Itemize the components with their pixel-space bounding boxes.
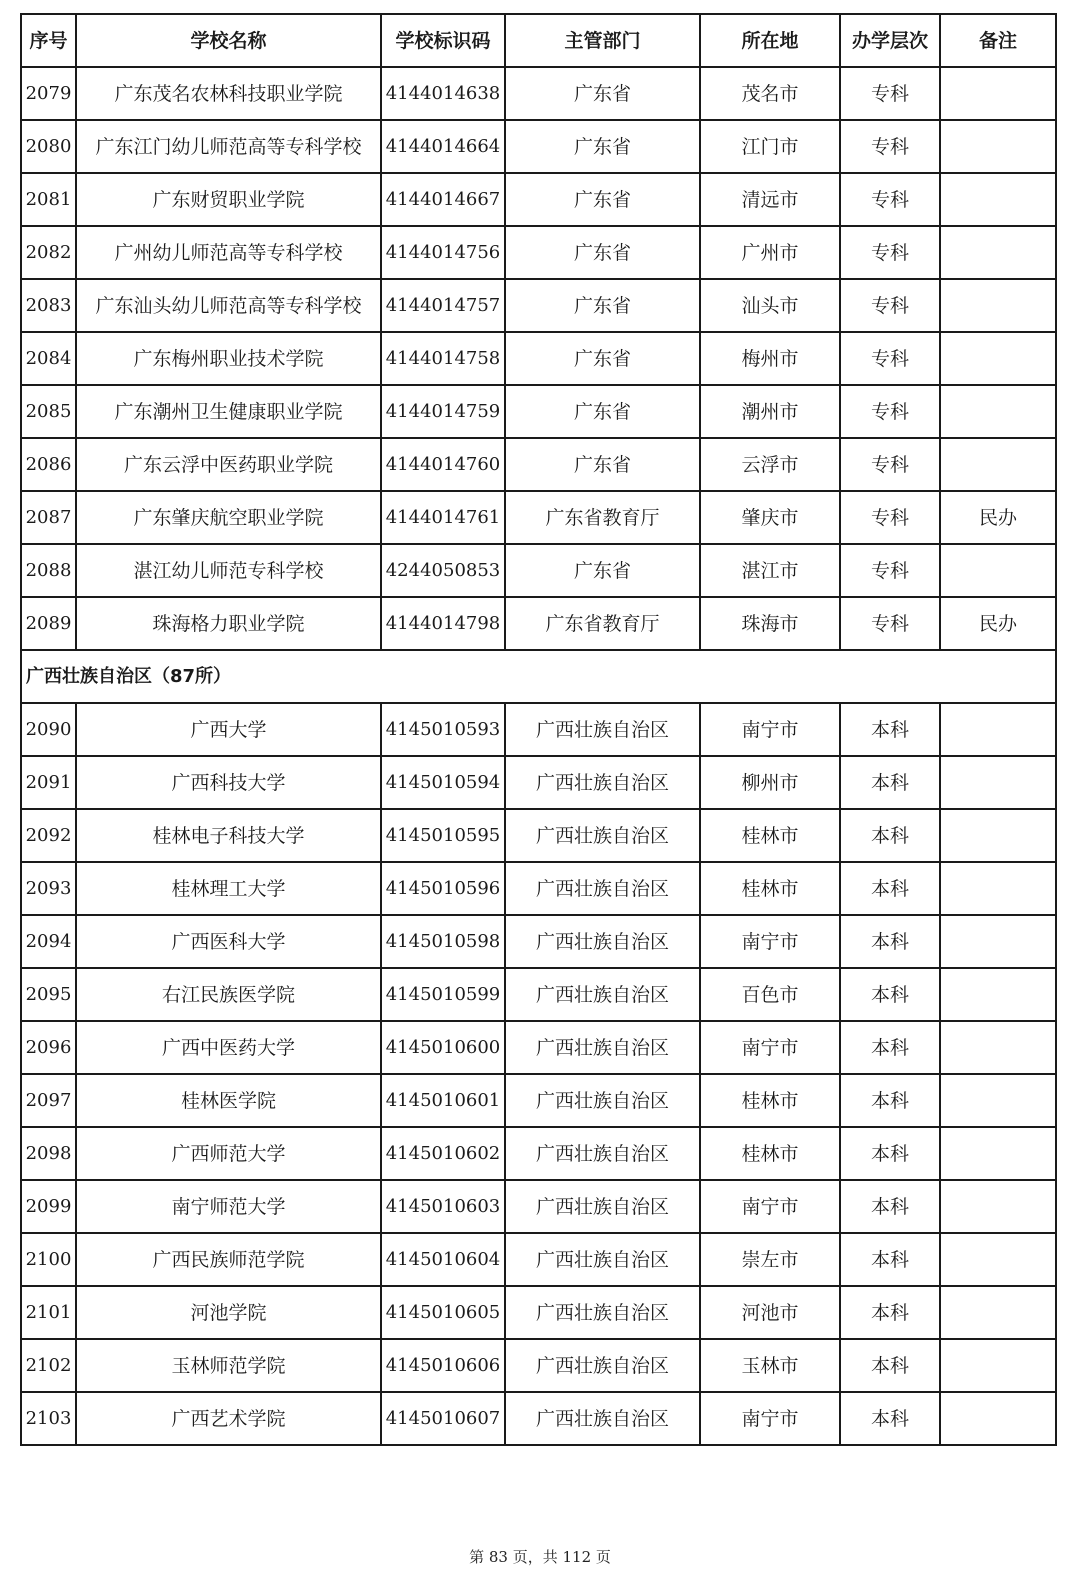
school-name-cell: 河池学院: [76, 1286, 381, 1339]
table-row: [21, 1233, 1056, 1286]
school-code-cell: 4145010605: [381, 1286, 505, 1339]
department-cell: 广东省: [505, 67, 700, 120]
note-cell: 民办: [940, 491, 1056, 544]
location-cell: 茂名市: [700, 67, 840, 120]
header-location: 所在地: [700, 14, 840, 67]
school-name-cell: 广东财贸职业学院: [76, 173, 381, 226]
location-cell: 南宁市: [700, 1180, 840, 1233]
department-cell: 广西壮族自治区: [505, 1021, 700, 1074]
row-index-cell: 2089: [21, 597, 76, 650]
school-code-cell: 4144014667: [381, 173, 505, 226]
row-index-cell: 2103: [21, 1392, 76, 1445]
table-row: [21, 703, 1056, 756]
department-cell: 广东省: [505, 173, 700, 226]
school-name-cell: 广西艺术学院: [76, 1392, 381, 1445]
header-row: [21, 14, 1056, 67]
school-name-cell: 广西大学: [76, 703, 381, 756]
school-code-cell: 4145010603: [381, 1180, 505, 1233]
school-name-cell: 广西师范大学: [76, 1127, 381, 1180]
school-code-cell: 4144014757: [381, 279, 505, 332]
table-row: [21, 862, 1056, 915]
department-cell: 广西壮族自治区: [505, 862, 700, 915]
department-cell: 广西壮族自治区: [505, 1392, 700, 1445]
school-code-cell: 4145010600: [381, 1021, 505, 1074]
table-row: [21, 968, 1056, 1021]
row-index-cell: 2087: [21, 491, 76, 544]
location-cell: 桂林市: [700, 1127, 840, 1180]
location-cell: 桂林市: [700, 862, 840, 915]
level-cell: 专科: [840, 438, 940, 491]
table-row: [21, 1339, 1056, 1392]
school-name-cell: 广东云浮中医药职业学院: [76, 438, 381, 491]
school-name-cell: 广西医科大学: [76, 915, 381, 968]
header-school-name: 学校名称: [76, 14, 381, 67]
location-cell: 南宁市: [700, 1021, 840, 1074]
department-cell: 广西壮族自治区: [505, 1074, 700, 1127]
note-cell: [940, 120, 1056, 173]
row-index-cell: 2100: [21, 1233, 76, 1286]
note-cell: [940, 1127, 1056, 1180]
school-code-cell: 4145010607: [381, 1392, 505, 1445]
department-cell: 广西壮族自治区: [505, 703, 700, 756]
level-cell: 专科: [840, 120, 940, 173]
school-list-table: [20, 13, 1057, 1446]
location-cell: 广州市: [700, 226, 840, 279]
table-row: [21, 1392, 1056, 1445]
department-cell: 广西壮族自治区: [505, 1127, 700, 1180]
school-name-cell: 广东梅州职业技术学院: [76, 332, 381, 385]
row-index-cell: 2085: [21, 385, 76, 438]
location-cell: 珠海市: [700, 597, 840, 650]
level-cell: 本科: [840, 1021, 940, 1074]
header-school-code: 学校标识码: [381, 14, 505, 67]
note-cell: [940, 968, 1056, 1021]
department-cell: 广东省: [505, 226, 700, 279]
note-cell: [940, 67, 1056, 120]
location-cell: 南宁市: [700, 1392, 840, 1445]
level-cell: 专科: [840, 491, 940, 544]
note-cell: [940, 544, 1056, 597]
level-cell: 本科: [840, 1286, 940, 1339]
note-cell: [940, 1021, 1056, 1074]
school-code-cell: 4145010602: [381, 1127, 505, 1180]
location-cell: 南宁市: [700, 703, 840, 756]
row-index-cell: 2098: [21, 1127, 76, 1180]
school-code-cell: 4145010604: [381, 1233, 505, 1286]
row-index-cell: 2096: [21, 1021, 76, 1074]
row-index-cell: 2091: [21, 756, 76, 809]
region-row: [21, 650, 1056, 703]
level-cell: 专科: [840, 67, 940, 120]
department-cell: 广西壮族自治区: [505, 1339, 700, 1392]
row-index-cell: 2079: [21, 67, 76, 120]
header-department: 主管部门: [505, 14, 700, 67]
school-code-cell: 4144014759: [381, 385, 505, 438]
school-code-cell: 4144014664: [381, 120, 505, 173]
location-cell: 云浮市: [700, 438, 840, 491]
level-cell: 本科: [840, 1127, 940, 1180]
table-row: [21, 756, 1056, 809]
guangdong-rows: [21, 67, 1056, 650]
table-row: [21, 279, 1056, 332]
school-name-cell: 广州幼儿师范高等专科学校: [76, 226, 381, 279]
level-cell: 专科: [840, 173, 940, 226]
table-row: [21, 120, 1056, 173]
school-code-cell: 4144014638: [381, 67, 505, 120]
level-cell: 本科: [840, 1339, 940, 1392]
department-cell: 广东省教育厅: [505, 491, 700, 544]
table-row: [21, 226, 1056, 279]
location-cell: 江门市: [700, 120, 840, 173]
row-index-cell: 2092: [21, 809, 76, 862]
note-cell: [940, 332, 1056, 385]
note-cell: [940, 703, 1056, 756]
table-row: [21, 491, 1056, 544]
level-cell: 专科: [840, 597, 940, 650]
table-row: [21, 332, 1056, 385]
school-name-cell: 桂林电子科技大学: [76, 809, 381, 862]
school-name-cell: 广东肇庆航空职业学院: [76, 491, 381, 544]
header-level: 办学层次: [840, 14, 940, 67]
row-index-cell: 2101: [21, 1286, 76, 1339]
note-cell: 民办: [940, 597, 1056, 650]
level-cell: 本科: [840, 1392, 940, 1445]
department-cell: 广西壮族自治区: [505, 1286, 700, 1339]
region-heading: 广西壮族自治区（87所）: [21, 650, 1056, 703]
school-code-cell: 4145010606: [381, 1339, 505, 1392]
row-index-cell: 2088: [21, 544, 76, 597]
level-cell: 专科: [840, 544, 940, 597]
location-cell: 潮州市: [700, 385, 840, 438]
school-code-cell: 4144014760: [381, 438, 505, 491]
table-row: [21, 173, 1056, 226]
department-cell: 广东省: [505, 385, 700, 438]
school-name-cell: 广西科技大学: [76, 756, 381, 809]
location-cell: 百色市: [700, 968, 840, 1021]
row-index-cell: 2094: [21, 915, 76, 968]
school-name-cell: 广东潮州卫生健康职业学院: [76, 385, 381, 438]
header-index: 序号: [21, 14, 76, 67]
location-cell: 湛江市: [700, 544, 840, 597]
department-cell: 广东省: [505, 332, 700, 385]
school-name-cell: 南宁师范大学: [76, 1180, 381, 1233]
level-cell: 专科: [840, 226, 940, 279]
level-cell: 本科: [840, 968, 940, 1021]
note-cell: [940, 1339, 1056, 1392]
level-cell: 专科: [840, 279, 940, 332]
level-cell: 本科: [840, 862, 940, 915]
note-cell: [940, 915, 1056, 968]
location-cell: 崇左市: [700, 1233, 840, 1286]
school-name-cell: 珠海格力职业学院: [76, 597, 381, 650]
note-cell: [940, 756, 1056, 809]
row-index-cell: 2095: [21, 968, 76, 1021]
note-cell: [940, 1074, 1056, 1127]
row-index-cell: 2081: [21, 173, 76, 226]
level-cell: 专科: [840, 332, 940, 385]
table-row: [21, 915, 1056, 968]
school-code-cell: 4144014756: [381, 226, 505, 279]
guangxi-region-section: [21, 650, 1056, 703]
row-index-cell: 2102: [21, 1339, 76, 1392]
level-cell: 本科: [840, 1233, 940, 1286]
school-code-cell: 4145010599: [381, 968, 505, 1021]
school-name-cell: 广东茂名农林科技职业学院: [76, 67, 381, 120]
school-name-cell: 广东江门幼儿师范高等专科学校: [76, 120, 381, 173]
header-note: 备注: [940, 14, 1056, 67]
note-cell: [940, 385, 1056, 438]
location-cell: 汕头市: [700, 279, 840, 332]
department-cell: 广西壮族自治区: [505, 809, 700, 862]
school-name-cell: 玉林师范学院: [76, 1339, 381, 1392]
school-code-cell: 4144014761: [381, 491, 505, 544]
row-index-cell: 2080: [21, 120, 76, 173]
school-name-cell: 湛江幼儿师范专科学校: [76, 544, 381, 597]
table-row: [21, 1180, 1056, 1233]
row-index-cell: 2084: [21, 332, 76, 385]
note-cell: [940, 862, 1056, 915]
school-code-cell: 4145010601: [381, 1074, 505, 1127]
row-index-cell: 2083: [21, 279, 76, 332]
table-row: [21, 544, 1056, 597]
guangxi-rows: [21, 703, 1056, 1445]
school-code-cell: 4145010598: [381, 915, 505, 968]
row-index-cell: 2086: [21, 438, 76, 491]
department-cell: 广东省: [505, 279, 700, 332]
department-cell: 广东省: [505, 120, 700, 173]
school-code-cell: 4145010596: [381, 862, 505, 915]
note-cell: [940, 809, 1056, 862]
location-cell: 桂林市: [700, 1074, 840, 1127]
school-code-cell: 4145010594: [381, 756, 505, 809]
table-row: [21, 1021, 1056, 1074]
level-cell: 本科: [840, 809, 940, 862]
department-cell: 广西壮族自治区: [505, 756, 700, 809]
note-cell: [940, 226, 1056, 279]
department-cell: 广西壮族自治区: [505, 915, 700, 968]
level-cell: 本科: [840, 915, 940, 968]
location-cell: 桂林市: [700, 809, 840, 862]
location-cell: 玉林市: [700, 1339, 840, 1392]
note-cell: [940, 1233, 1056, 1286]
department-cell: 广东省: [505, 438, 700, 491]
department-cell: 广西壮族自治区: [505, 968, 700, 1021]
school-name-cell: 广西民族师范学院: [76, 1233, 381, 1286]
note-cell: [940, 1180, 1056, 1233]
department-cell: 广东省: [505, 544, 700, 597]
school-name-cell: 桂林医学院: [76, 1074, 381, 1127]
school-code-cell: 4244050853: [381, 544, 505, 597]
department-cell: 广西壮族自治区: [505, 1180, 700, 1233]
note-cell: [940, 438, 1056, 491]
row-index-cell: 2099: [21, 1180, 76, 1233]
department-cell: 广东省教育厅: [505, 597, 700, 650]
location-cell: 肇庆市: [700, 491, 840, 544]
location-cell: 梅州市: [700, 332, 840, 385]
school-name-cell: 右江民族医学院: [76, 968, 381, 1021]
table-row: [21, 385, 1056, 438]
row-index-cell: 2082: [21, 226, 76, 279]
table-row: [21, 1127, 1056, 1180]
table-row: [21, 1286, 1056, 1339]
school-code-cell: 4145010595: [381, 809, 505, 862]
row-index-cell: 2097: [21, 1074, 76, 1127]
row-index-cell: 2093: [21, 862, 76, 915]
table-row: [21, 597, 1056, 650]
school-name-cell: 广西中医药大学: [76, 1021, 381, 1074]
level-cell: 本科: [840, 1074, 940, 1127]
level-cell: 本科: [840, 756, 940, 809]
page-footer: 第 83 页，共 112 页: [469, 1548, 611, 1566]
location-cell: 河池市: [700, 1286, 840, 1339]
location-cell: 柳州市: [700, 756, 840, 809]
table-row: [21, 809, 1056, 862]
school-code-cell: 4145010593: [381, 703, 505, 756]
level-cell: 本科: [840, 703, 940, 756]
note-cell: [940, 1392, 1056, 1445]
level-cell: 本科: [840, 1180, 940, 1233]
note-cell: [940, 279, 1056, 332]
school-name-cell: 桂林理工大学: [76, 862, 381, 915]
table-row: [21, 67, 1056, 120]
note-cell: [940, 173, 1056, 226]
level-cell: 专科: [840, 385, 940, 438]
school-name-cell: 广东汕头幼儿师范高等专科学校: [76, 279, 381, 332]
school-code-cell: 4144014798: [381, 597, 505, 650]
table-row: [21, 1074, 1056, 1127]
table-row: [21, 438, 1056, 491]
location-cell: 南宁市: [700, 915, 840, 968]
note-cell: [940, 1286, 1056, 1339]
location-cell: 清远市: [700, 173, 840, 226]
row-index-cell: 2090: [21, 703, 76, 756]
department-cell: 广西壮族自治区: [505, 1233, 700, 1286]
school-code-cell: 4144014758: [381, 332, 505, 385]
